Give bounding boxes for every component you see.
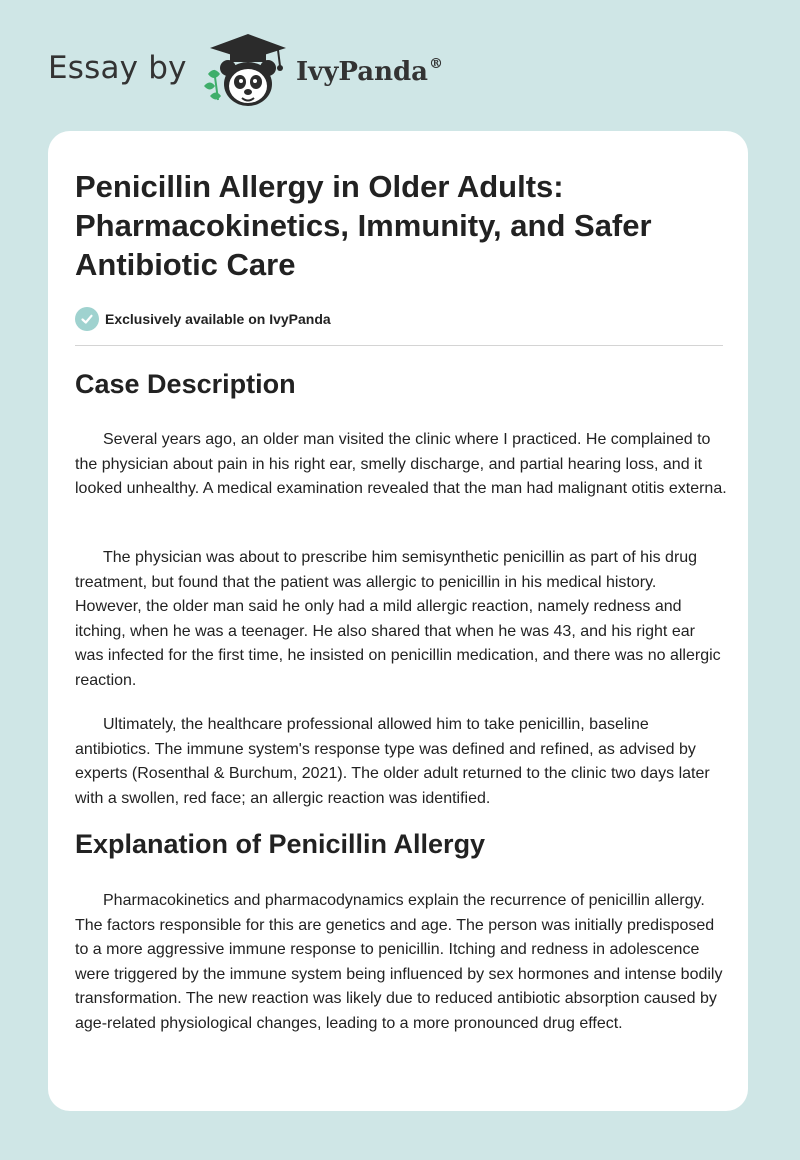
paragraph: Pharmacokinetics and pharmacodynamics explain the recurrence of penicillin allergy. The factors responsible for this are genetics and age. The person was initially predisposed to a more aggressive immune response to penicillin. Itching and redness in adolescence were triggered by the immune system being influenced by sex hormones and intense bodily transformation. The new reaction was likely due to reduced antibiotic absorption caused by age-related physiological changes, leading to a more pronounced drug effect. [75,892,723,1032]
essay-title: Penicillin Allergy in Older Adults: Pharmacokinetics, Immunity, and Safer Antibiotic Care [75,169,652,282]
badge-text: Exclusively available on IvyPanda [105,311,331,327]
brand-name[interactable]: IvyPanda® [296,56,444,87]
section-heading-explanation: Explanation of Penicillin Allergy [75,829,486,859]
paragraph: The physician was about to prescribe him semisynthetic penicillin as part of his drug treatment, but found that the patient was allergic to penicillin in his medical history. However, the older man said he only had a mild allergic reaction, namely redness and itching, when he was a teenager. He also shared that when he was 43, and his right ear was infected for the first time, he insisted on penicillin medication, and there was no allergic reaction. [75,549,721,689]
essay-card [48,131,748,1111]
paragraph: Ultimately, the healthcare professional allowed him to take penicillin, baseline antibiotics. The immune system's response type was defined and refined, as advised by experts (Rosenthal & Burchum, 2021). The older adult returned to the clinic two days later with a swollen, red face; an allergic reaction was identified. [75,716,710,807]
panda-graduate-icon[interactable] [200,30,292,110]
checkmark-icon [75,307,99,331]
brand-prefix: Essay by [48,50,187,86]
exclusive-badge [75,307,331,331]
trademark-symbol: ® [429,56,444,72]
paragraph: Several years ago, an older man visited the clinic where I practiced. He complained to the physician about pain in his right ear, smelly discharge, and partial hearing loss, and it looked unhealthy. A medical examination revealed that the man had malignant otitis externa. [75,431,727,497]
site-header [0,0,800,130]
divider [75,345,723,346]
section-heading-case-description: Case Description [75,369,296,399]
